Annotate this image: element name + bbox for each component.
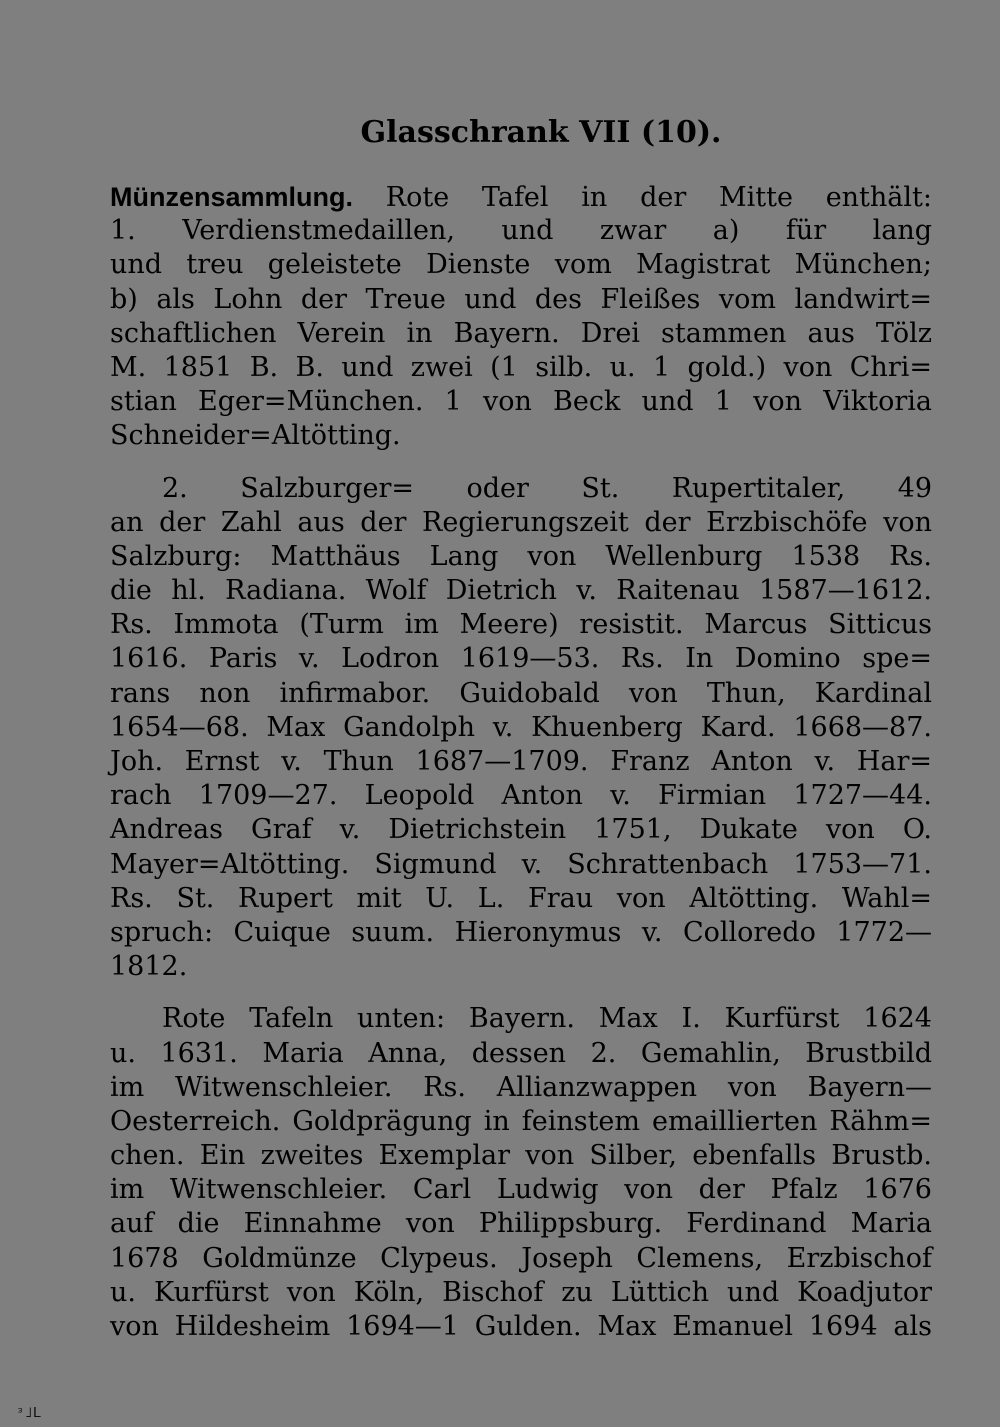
- text-line: Salzburg: Matthäus Lang von Wellenburg 1538 Rs.: [110, 540, 932, 572]
- text-line: Joh. Ernst v. Thun 1687—1709. Franz Anton v. Har=: [110, 746, 932, 777]
- text-line: 1654—68. Max Gandolph v. Khuenberg Kard. 1668—87.: [110, 711, 932, 743]
- text-line: 2. Salzburger= oder St. Rupertitaler, 49: [162, 472, 932, 504]
- text-line: rans non infirmabor. Guidobald von Thun, Kardinal: [110, 677, 932, 709]
- text-line: Münzensammlung. Rote Tafel in der Mitte enthält:: [110, 182, 932, 213]
- text-line: M. 1851 B. B. und zwei (1 silb. u. 1 gold.) von Chri=: [110, 351, 932, 383]
- text-line: Schneider=Altötting.: [110, 420, 401, 452]
- text-line: und treu geleistete Dienste vom Magistrat München;: [110, 249, 932, 281]
- text-line: b) als Lohn der Treue und des Fleißes vom landwirt=: [110, 283, 932, 315]
- text-line: Mayer=Altötting. Sigmund v. Schrattenbach 1753—71.: [110, 848, 932, 880]
- page-title: Glasschrank VII (10).: [360, 115, 722, 150]
- text-line: 1616. Paris v. Lodron 1619—53. Rs. In Domino spe=: [110, 643, 932, 675]
- text-line: spruch: Cuique suum. Hieronymus v. Colloredo 1772—: [110, 916, 932, 948]
- text-line: schaftlichen Verein in Bayern. Drei stammen aus Tölz: [110, 317, 932, 349]
- page-content: [110, 108, 932, 1344]
- text-line: auf die Einnahme von Philippsburg. Ferdinand Maria: [110, 1208, 932, 1240]
- text-line: im Witwenschleier. Carl Ludwig von der Pfalz 1676: [110, 1174, 932, 1206]
- text-line: Andreas Graf v. Dietrichstein 1751, Dukate von O.: [110, 814, 932, 846]
- text-line: stian Eger=München. 1 von Beck und 1 von Viktoria: [110, 386, 932, 418]
- text-line: 1678 Goldmünze Clypeus. Joseph Clemens, Erzbischof: [110, 1242, 932, 1274]
- text-line: Rs. St. Rupert mit U. L. Frau von Altötting. Wahl=: [110, 882, 932, 914]
- paragraph-bavaria-tables: [110, 1002, 932, 1344]
- section-heading: Münzensammlung.: [110, 182, 354, 212]
- text-line: Oesterreich. Goldprägung in feinstem emaillierten Rähm=: [110, 1105, 932, 1137]
- text-line: rach 1709—27. Leopold Anton v. Firmian 1727—44.: [110, 780, 932, 812]
- text-line: von Hildesheim 1694—1 Gulden. Max Emanuel 1694 als: [110, 1311, 932, 1342]
- text-line: chen. Ein zweites Exemplar von Silber, ebenfalls Brustb.: [110, 1140, 932, 1172]
- corner-mark: ᵌ˩ᒪ: [16, 1405, 41, 1421]
- text-line: im Witwenschleier. Rs. Allianzwappen von Bayern—: [110, 1071, 932, 1103]
- text-line: Rs. Immota (Turm im Meere) resistit. Marcus Sitticus: [110, 609, 932, 641]
- text-line: an der Zahl aus der Regierungszeit der Erzbischöfe von: [110, 506, 932, 538]
- text-line: die hl. Radiana. Wolf Dietrich v. Raitenau 1587—1612.: [110, 575, 932, 607]
- paragraph-salzburg-talers: [110, 472, 932, 985]
- text-line: Rote Tafeln unten: Bayern. Max I. Kurfürst 1624: [162, 1003, 932, 1035]
- text-line: u. Kurfürst von Köln, Bischof zu Lüttich und Koadjutor: [110, 1276, 932, 1308]
- text-line: 1812.: [110, 951, 188, 983]
- text-line: 1. Verdienstmedaillen, und zwar a) für lang: [110, 215, 932, 247]
- text-line: u. 1631. Maria Anna, dessen 2. Gemahlin, Brustbild: [110, 1037, 932, 1069]
- paragraph-coins-medals: [110, 180, 932, 454]
